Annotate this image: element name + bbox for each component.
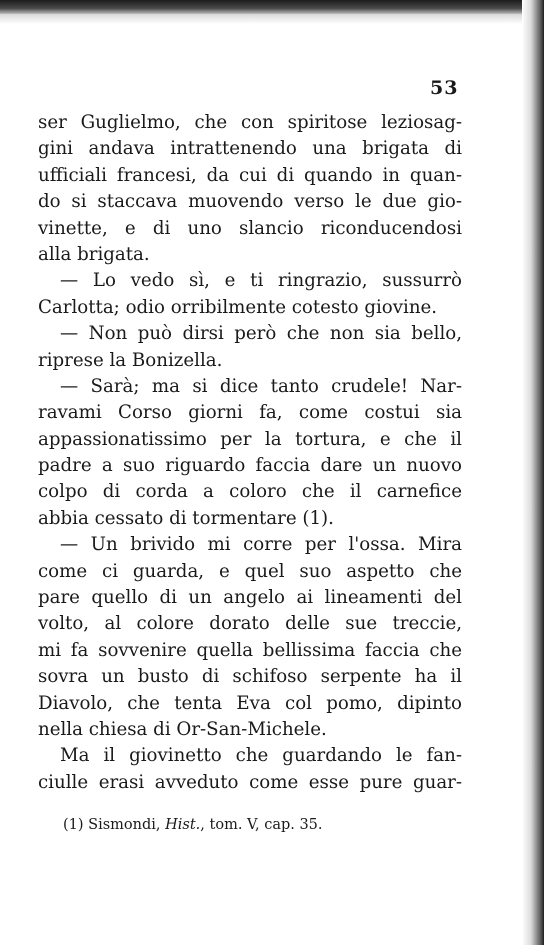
text-line: ravami Corso giorni fa, come costui sia	[38, 402, 462, 424]
text-line: do si staccava muovendo verso le due gio-	[38, 191, 462, 213]
text-line: — Sarà; ma si dice tanto crudele! Nar-	[60, 375, 462, 397]
text-line: — Lo vedo sì, e ti ringrazio, sussurrò	[60, 270, 462, 292]
text-line: vinette, e di uno slancio riconducendosi	[38, 217, 462, 239]
text-line: — Non può dirsi però che non sia bello,	[60, 323, 462, 345]
text-line: Ma il giovinetto che guardando le fan-	[60, 745, 462, 767]
text-line: Carlotta; odio orribilmente cotesto giovine.	[38, 296, 438, 318]
text-line: abbia cessato di tormentare (1).	[38, 507, 334, 529]
text-line: sovra un busto di schifoso serpente ha il	[38, 666, 462, 688]
text-line: nella chiesa di Or-San-Michele.	[38, 718, 327, 740]
text-line: pare quello di un angelo ai lineamenti del	[38, 587, 462, 609]
footnote-work-title: Hist.	[165, 817, 201, 833]
text-line: riprese la Bonizella.	[38, 349, 223, 371]
text-line: gini andava intrattenendo una brigata di	[38, 138, 462, 160]
page-top-shadow	[0, 14, 544, 24]
text-line: ser Guglielmo, che con spiritose leziosag-	[38, 112, 462, 133]
page-number: 53	[430, 77, 459, 99]
page-right-edge	[522, 0, 544, 945]
text-line: come ci guarda, e quel suo aspetto che	[38, 560, 462, 582]
body-text	[38, 110, 462, 796]
text-line: colpo di corda a coloro che il carnefice	[38, 481, 462, 503]
text-line: ufficiali francesi, da cui di quando in quan-	[38, 164, 462, 186]
text-line: Diavolo, che tenta Eva col pomo, dipinto	[38, 692, 462, 714]
text-line: appassionatissimo per la tortura, e che il	[38, 428, 462, 450]
text-line: — Un brivido mi corre per l'ossa. Mira	[60, 534, 462, 556]
text-line: padre a suo riguardo faccia dare un nuovo	[38, 455, 462, 477]
footnote	[63, 817, 323, 833]
text-line: alla brigata.	[38, 243, 150, 265]
text-line: volto, al colore dorato delle sue treccie,	[38, 613, 462, 635]
footnote-suffix: , tom. V, cap. 35.	[200, 817, 323, 833]
text-line: mi fa sovvenire quella bellissima faccia che	[38, 639, 462, 661]
page-top-edge	[0, 0, 544, 14]
footnote-prefix: (1) Sismondi,	[63, 817, 166, 833]
text-line: ciulle erasi avveduto come esse pure guar-	[38, 771, 462, 793]
